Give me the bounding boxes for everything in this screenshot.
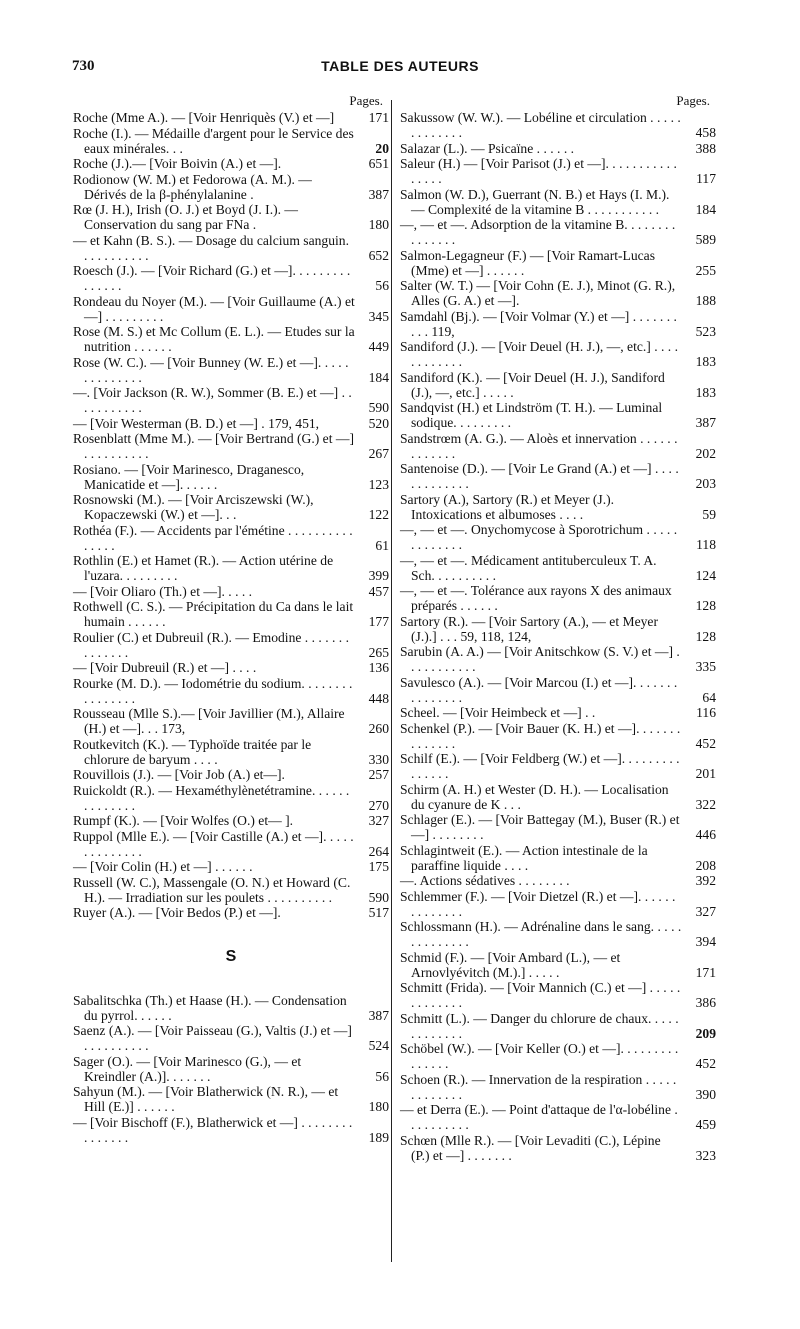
entry-text: Rœ (J. H.), Irish (O. J.) et Boyd (J. I.). — Conservation du sang par FNa .: [73, 202, 299, 232]
entry-text: Roesch (J.). — [Voir Richard (G.) et —]. . . . . . . . . . . . . . .: [73, 263, 351, 293]
entry-text: Roche (J.).— [Voir Boivin (A.) et —].: [73, 156, 282, 171]
index-entry: [73, 523, 389, 553]
entry-text: Schmid (F.). — [Voir Ambard (L.), — et Arnovlyévitch (M.).] . . . . .: [400, 949, 621, 980]
entry-text: Russell (W. C.), Massengale (O. N.) et Howard (C. H.). — Irradiation sur les poulets . . . . . . . . . .: [73, 874, 351, 905]
entry-page-number: 123: [368, 476, 389, 492]
index-entry: [400, 461, 716, 491]
entry-text: —, — et —. Adsorption de la vitamine B. . . . . . . . . . . . . . .: [400, 217, 676, 247]
entry-page-number: 264: [368, 843, 389, 859]
entry-text: Routkevitch (K.). — Typhoïde traitée par le chlorure de baryum . . . .: [73, 736, 312, 767]
index-entry: [73, 993, 389, 1023]
entry-text: Rose (M. S.) et Mc Collum (E. L.). — Etudes sur la nutrition . . . . . .: [73, 324, 355, 354]
running-title: TABLE DES AUTEURS: [321, 58, 479, 74]
index-entry: [400, 889, 716, 919]
entry-page-number: 208: [695, 857, 716, 873]
index-entry: [400, 339, 716, 369]
entry-page-number: 388: [695, 140, 716, 156]
entry-page-number: 390: [695, 1086, 716, 1102]
entry-text: Sartory (R.). — [Voir Sartory (A.), — et Meyer (J.).] . . . 59, 118, 124,: [400, 613, 658, 644]
entry-text: — et Derra (E.). — Point d'attaque de l'α-lobéline . . . . . . . . . .: [400, 1102, 678, 1132]
entry-page-number: 448: [368, 690, 389, 706]
entry-page-number: 116: [696, 705, 716, 720]
index-entry: [73, 783, 389, 813]
entry-page-number: 117: [696, 171, 716, 186]
index-entry: [400, 980, 716, 1010]
entry-page-number: 459: [695, 1117, 716, 1132]
index-entry: [400, 522, 716, 552]
index-entry: [400, 187, 716, 217]
entry-page-number: 590: [368, 400, 389, 415]
entry-text: Schœn (Mlle R.). — [Voir Levaditi (C.), Lépine (P.) et —] . . . . . . .: [400, 1132, 661, 1163]
entry-text: Ruickoldt (R.). — Hexaméthylènetétramine. . . . . . . . . . . . . .: [73, 782, 350, 813]
entry-page-number: 64: [702, 689, 716, 705]
index-entry: [73, 263, 389, 293]
index-entry: [400, 675, 716, 705]
entry-page-number: 20: [375, 140, 389, 156]
index-entry: [400, 248, 716, 278]
index-entry: [400, 492, 716, 522]
entry-page-number: 183: [695, 354, 716, 369]
entry-page-number: 257: [368, 767, 389, 782]
entry-text: Saenz (A.). — [Voir Paisseau (G.), Valtis (J.) et —] . . . . . . . . . .: [73, 1023, 352, 1053]
entry-page-number: 201: [695, 766, 716, 781]
entry-text: Savulesco (A.). — [Voir Marcou (I.) et —]. . . . . . . . . . . . . . .: [400, 674, 678, 705]
entry-page-number: 392: [695, 873, 716, 888]
index-entry: [73, 324, 389, 354]
entry-text: Rousseau (Mlle S.).— [Voir Javillier (M.), Allaire (H.) et —]. . . 173,: [73, 706, 345, 736]
entry-page-number: 517: [368, 905, 389, 920]
entry-page-number: 452: [695, 735, 716, 751]
entry-page-number: 265: [368, 644, 389, 660]
entry-page-number: 171: [368, 110, 389, 125]
entries-r: [73, 110, 389, 920]
entry-text: — [Voir Dubreuil (R.) et —] . . . .: [73, 660, 257, 675]
index-entry: [400, 950, 716, 980]
index-entry: [73, 431, 389, 461]
entry-text: Salter (W. T.) — [Voir Cohn (E. J.), Minot (G. R.), Alles (G. A.) et —].: [400, 278, 676, 308]
entry-text: Sartory (A.), Sartory (R.) et Meyer (J.). Intoxications et albumoses . . . .: [400, 491, 615, 522]
index-entry: [73, 660, 389, 675]
index-entry: [73, 599, 389, 629]
entries-s-continued: [400, 110, 716, 1163]
index-entry: [400, 614, 716, 644]
entry-page-number: 452: [695, 1056, 716, 1071]
index-entry: [73, 110, 389, 125]
entry-page-number: 523: [695, 323, 716, 339]
page-number: 730: [72, 58, 95, 74]
entry-page-number: 323: [695, 1147, 716, 1163]
index-entry: [73, 706, 389, 736]
index-entry: [400, 278, 716, 308]
left-column: [73, 92, 389, 1145]
entry-page-number: 209: [695, 1025, 716, 1041]
entry-page-number: 118: [696, 537, 716, 552]
entry-page-number: 387: [368, 186, 389, 202]
entry-text: Salmon (W. D.), Guerrant (N. B.) et Hays (I. M.). — Complexité de la vitamine B . . . . . . . . . . .: [400, 186, 670, 217]
entry-page-number: 180: [368, 217, 389, 232]
entry-text: — [Voir Oliaro (Th.) et —]. . . . .: [73, 583, 253, 599]
entry-page-number: 327: [368, 813, 389, 828]
entry-page-number: 446: [695, 827, 716, 842]
right-column: [400, 92, 716, 1163]
entry-text: Sandqvist (H.) et Lindström (T. H.). — Luminal sodique. . . . . . . . .: [400, 400, 663, 430]
entry-text: Rouvillois (J.). — [Voir Job (A.) et—].: [73, 767, 285, 782]
entry-page-number: 322: [695, 796, 716, 812]
entry-page-number: 59: [702, 506, 716, 522]
entry-page-number: 188: [695, 293, 716, 308]
page-header: [0, 58, 800, 86]
entry-text: Schmitt (Frida). — [Voir Mannich (C.) et —] . . . . . . . . . . . . .: [400, 980, 681, 1010]
index-entry: [400, 370, 716, 400]
column-divider: [391, 100, 392, 1262]
section-letter-s: S: [225, 947, 237, 965]
entry-page-number: 177: [368, 614, 389, 629]
entry-text: Schlagintweit (E.). — Action intestinale de la paraffine liquide . . . .: [400, 842, 648, 873]
entry-text: Santenoise (D.). — [Voir Le Grand (A.) et —] . . . . . . . . . . . . .: [400, 461, 679, 491]
entry-page-number: 590: [368, 889, 389, 905]
entry-page-number: 335: [695, 659, 716, 674]
entry-page-number: 189: [368, 1129, 389, 1145]
index-entry: [73, 859, 389, 874]
entry-text: Roche (I.). — Médaille d'argent pour le Service des eaux minérales. . .: [73, 125, 354, 156]
index-entry: [73, 492, 389, 522]
index-entry: [400, 721, 716, 751]
entry-text: Schlossmann (H.). — Adrénaline dans le sang. . . . . . . . . . . . . .: [400, 919, 682, 949]
entry-page-number: 56: [375, 1068, 389, 1084]
entry-page-number: 183: [695, 384, 716, 400]
entry-text: Rondeau du Noyer (M.). — [Voir Guillaume (A.) et —] . . . . . . . . .: [73, 293, 355, 324]
index-entry: [400, 400, 716, 430]
entry-page-number: 61: [375, 537, 389, 553]
entry-text: Saleur (H.) — [Voir Parisot (J.) et —]. . . . . . . . . . . . . . . .: [400, 156, 677, 186]
entry-text: Rumpf (K.). — [Voir Wolfes (O.) et— ].: [73, 813, 294, 828]
index-entry: [73, 767, 389, 782]
entry-page-number: 387: [695, 415, 716, 430]
pages-column-label: Pages.: [349, 93, 383, 108]
entry-text: Rothéa (F.). — Accidents par l'émétine . . . . . . . . . . . . . . .: [73, 522, 353, 553]
entry-text: Salazar (L.). — Psicaïne . . . . . .: [400, 140, 575, 156]
entry-text: —, — et —. Médicament antituberculeux T. A. Sch. . . . . . . . . .: [400, 552, 657, 583]
index-entry: [73, 676, 389, 706]
entry-page-number: 458: [695, 125, 716, 140]
entry-text: Ruppol (Mlle E.). — [Voir Castille (A.) et —]. . . . . . . . . . . . . .: [73, 828, 354, 859]
entry-page-number: 345: [368, 308, 389, 324]
entry-page-number: 171: [695, 964, 716, 980]
index-entry: [400, 1072, 716, 1102]
entry-text: Rothlin (E.) et Hamet (R.). — Action utérine de l'uzara. . . . . . . . .: [73, 553, 334, 583]
entry-text: Schoen (R.). — Innervation de la respiration . . . . . . . . . . . . .: [400, 1071, 677, 1102]
index-entry: [73, 1115, 389, 1145]
entry-text: Sager (O.). — [Voir Marinesco (G.), — et Kreindler (A.)]. . . . . . .: [73, 1053, 302, 1084]
entry-page-number: 122: [368, 507, 389, 522]
index-entry: [73, 172, 389, 202]
index-entry: [73, 905, 389, 920]
entry-text: Sarubin (A. A.) — [Voir Anitschkow (S. V.) et —] . . . . . . . . . . .: [400, 644, 680, 674]
entry-text: Sandstrœm (A. G.). — Aloès et innervation . . . . . . . . . . . . .: [400, 430, 678, 461]
entry-page-number: 399: [368, 568, 389, 583]
entry-page-number: 394: [695, 934, 716, 949]
entry-page-number: 175: [368, 859, 389, 874]
entry-page-number: 203: [695, 476, 716, 491]
entry-text: Sahyun (M.). — [Voir Blatherwick (N. R.), — et Hill (E.)] . . . . . .: [73, 1084, 339, 1114]
index-entry: [400, 156, 716, 186]
entry-text: Sandiford (J.). — [Voir Deuel (H. J.), —, etc.] . . . . . . . . . . . .: [400, 339, 678, 369]
entry-text: Schmitt (L.). — Danger du chlorure de chaux. . . . . . . . . . . . .: [400, 1010, 679, 1041]
entry-text: Samdahl (Bj.). — [Voir Volmar (Y.) et —] . . . . . . . . . . 119,: [400, 308, 677, 339]
index-entry: [400, 553, 716, 583]
index-entry: [400, 843, 716, 873]
index-entry: [73, 813, 389, 828]
entry-text: Rose (W. C.). — [Voir Bunney (W. E.) et —]. . . . . . . . . . . . . .: [73, 354, 349, 385]
entry-text: — [Voir Colin (H.) et —] . . . . . .: [73, 859, 253, 874]
entry-page-number: 457: [368, 583, 389, 599]
index-entry: [400, 1133, 716, 1163]
entry-page-number: 652: [368, 247, 389, 263]
entry-text: Ruyer (A.). — [Voir Bedos (P.) et —].: [73, 905, 281, 920]
index-entry: [73, 875, 389, 905]
entry-text: — et Kahn (B. S.). — Dosage du calcium sanguin. . . . . . . . . . .: [73, 232, 349, 263]
entry-text: — [Voir Westerman (B. D.) et —] . 179, 451,: [73, 415, 320, 431]
entry-text: Schöbel (W.). — [Voir Keller (O.) et —]. . . . . . . . . . . . . . .: [400, 1041, 679, 1071]
entry-text: Sabalitschka (Th.) et Haase (H.). — Condensation du pyrrol. . . . . .: [73, 992, 347, 1023]
entry-page-number: 184: [695, 201, 716, 217]
index-entry: [73, 584, 389, 599]
index-entry: [400, 873, 716, 888]
entry-page-number: 267: [368, 446, 389, 461]
entry-page-number: 524: [368, 1038, 389, 1053]
entry-text: Rosiano. — [Voir Marinesco, Draganesco, Manicatide et —]. . . . . .: [73, 461, 305, 492]
index-entry: [400, 919, 716, 949]
index-entry: [73, 1054, 389, 1084]
entry-page-number: 180: [368, 1099, 389, 1114]
index-entry: [73, 553, 389, 583]
entry-page-number: 327: [695, 903, 716, 919]
index-entry: [73, 630, 389, 660]
entry-page-number: 651: [368, 156, 389, 171]
index-entry: [400, 1102, 716, 1132]
entry-page-number: 589: [695, 232, 716, 247]
index-entry: [73, 126, 389, 156]
index-entry: [400, 217, 716, 247]
index-entry: [73, 355, 389, 385]
entry-page-number: 128: [695, 598, 716, 613]
entry-page-number: 386: [695, 995, 716, 1010]
index-entry: [400, 1011, 716, 1041]
index-entry: [400, 751, 716, 781]
index-entry: [73, 1084, 389, 1114]
entry-text: Salmon-Legagneur (F.) — [Voir Ramart-Lucas (Mme) et —] . . . . . .: [400, 247, 655, 278]
entry-page-number: 124: [695, 567, 716, 583]
entry-text: —, — et —. Tolérance aux rayons X des animaux préparés . . . . . .: [400, 583, 672, 613]
entry-text: Rosenblatt (Mme M.). — [Voir Bertrand (G.) et —] . . . . . . . . . .: [73, 431, 355, 461]
entry-page-number: 387: [368, 1007, 389, 1023]
entries-s: [73, 993, 389, 1145]
entry-text: Schirm (A. H.) et Wester (D. H.). — Localisation du cyanure de K . . .: [400, 781, 669, 812]
entry-text: Roulier (C.) et Dubreuil (R.). — Emodine . . . . . . . . . . . . . .: [73, 629, 349, 660]
index-entry: [73, 829, 389, 859]
entry-page-number: 255: [695, 262, 716, 278]
index-entry: [400, 705, 716, 720]
entry-text: Schilf (E.). — [Voir Feldberg (W.) et —]. . . . . . . . . . . . . . .: [400, 751, 680, 781]
entry-page-number: 136: [368, 660, 389, 675]
entry-text: Sakussow (W. W.). — Lobéline et circulation . . . . . . . . . . . . .: [400, 110, 681, 140]
index-entry: [73, 156, 389, 171]
entry-page-number: 330: [368, 751, 389, 767]
index-entry: [400, 812, 716, 842]
index-entry: [73, 233, 389, 263]
index-entry: [400, 309, 716, 339]
index-entry: [400, 782, 716, 812]
entry-text: —. [Voir Jackson (R. W.), Sommer (B. E.) et —] . . . . . . . . . . .: [73, 385, 352, 415]
index-entry: [400, 1041, 716, 1071]
entry-text: Rothwell (C. S.). — Précipitation du Ca dans le lait humain . . . . . .: [73, 599, 354, 629]
entry-text: Rosnowski (M.). — [Voir Arciszewski (W.), Kopaczewski (W.) et —]. . .: [73, 492, 314, 522]
entry-page-number: 270: [368, 797, 389, 813]
index-entry: [400, 141, 716, 156]
index-entry: [73, 385, 389, 415]
entry-text: —, — et —. Onychomycose à Sporotrichum . . . . . . . . . . . . .: [400, 522, 678, 552]
index-entry: [73, 737, 389, 767]
entry-text: Schlager (E.). — [Voir Battegay (M.), Buser (R.) et —] . . . . . . . .: [400, 812, 680, 842]
entry-page-number: 128: [695, 628, 716, 644]
entry-page-number: 184: [368, 369, 389, 385]
index-entry: [400, 644, 716, 674]
entry-text: —. Actions sédatives . . . . . . . .: [400, 873, 570, 888]
index-entry: [73, 294, 389, 324]
entry-text: Sandiford (K.). — [Voir Deuel (H. J.), Sandiford (J.), —, etc.] . . . . .: [400, 369, 665, 400]
entry-text: Roche (Mme A.). — [Voir Henriquès (V.) et —]: [73, 110, 335, 125]
index-entry: [400, 583, 716, 613]
entry-text: Rodionow (W. M.) et Fedorowa (A. M.). — Dérivés de la β-phénylalanine .: [73, 171, 312, 202]
entry-text: Rourke (M. D.). — Iodométrie du sodium. . . . . . . . . . . . . . . .: [73, 675, 353, 706]
entry-page-number: 202: [695, 445, 716, 461]
entry-text: — [Voir Bischoff (F.), Blatherwick et —] . . . . . . . . . . . . . . .: [73, 1114, 353, 1145]
index-entry: [73, 416, 389, 431]
index-entry: [73, 1023, 389, 1053]
entry-page-number: 56: [375, 278, 389, 293]
entry-page-number: 260: [368, 721, 389, 736]
pages-column-label: Pages.: [676, 93, 710, 108]
entry-text: Schlemmer (F.). — [Voir Dietzel (R.) et —]. . . . . . . . . . . . . .: [400, 888, 676, 919]
entry-page-number: 520: [368, 415, 389, 431]
index-entry: [73, 462, 389, 492]
entry-text: Scheel. — [Voir Heimbeck et —] . .: [400, 705, 596, 720]
index-entry: [400, 431, 716, 461]
index-entry: [400, 110, 716, 140]
entry-text: Schenkel (P.). — [Voir Bauer (K. H.) et —]. . . . . . . . . . . . . .: [400, 720, 681, 751]
entry-page-number: 449: [368, 339, 389, 354]
index-entry: [73, 202, 389, 232]
